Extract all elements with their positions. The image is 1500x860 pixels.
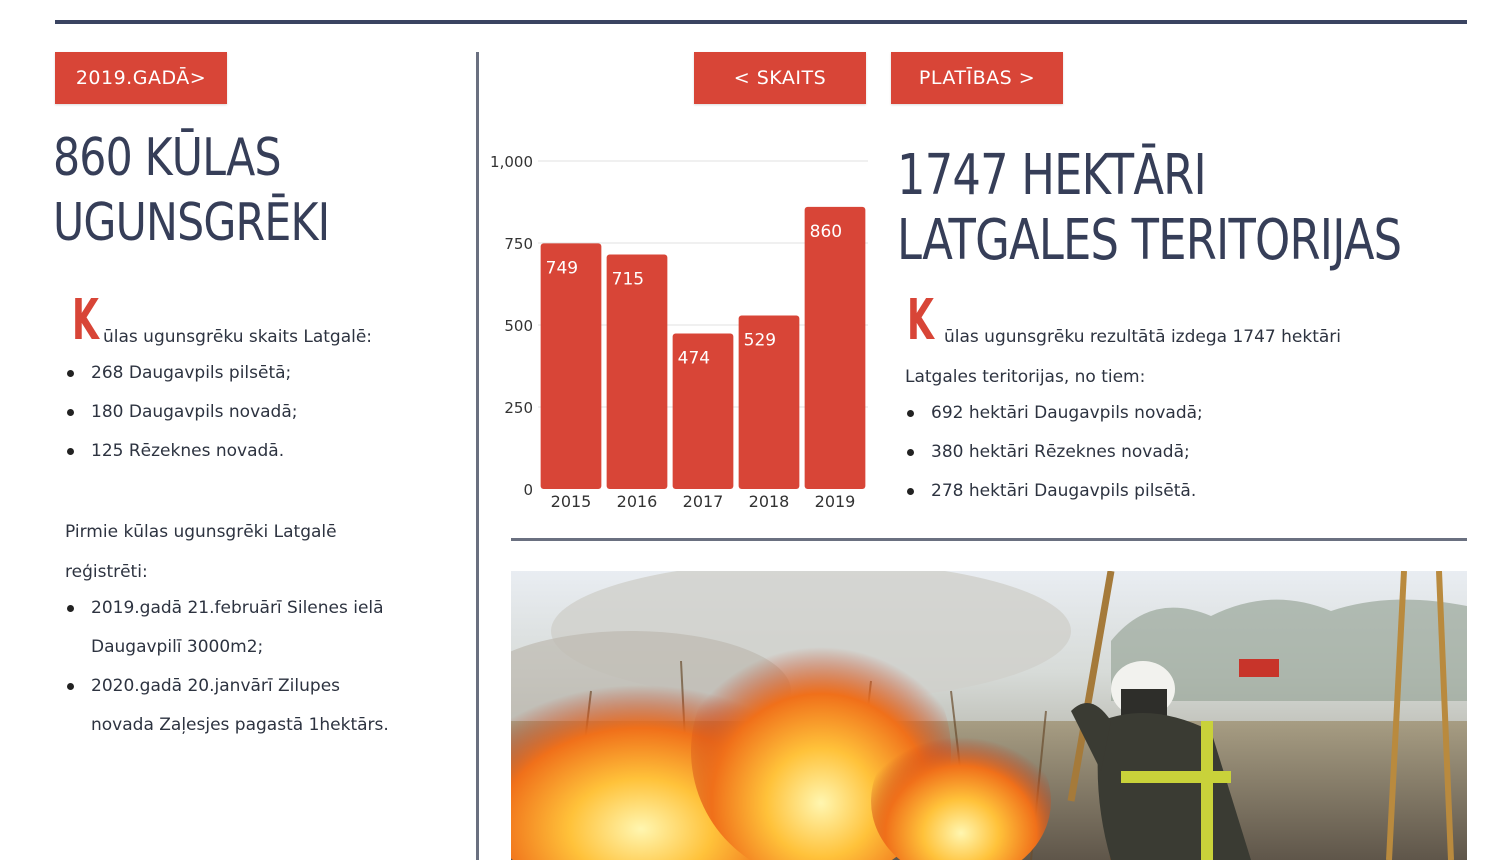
left-first-fires-paragraph (65, 512, 337, 592)
top-divider (55, 20, 1467, 24)
x-tick-label: 2016 (616, 492, 658, 511)
list-item-line: 2020.gadā 20.janvārī Zilupes (91, 676, 341, 696)
bar-value-label: 529 (743, 330, 777, 351)
x-tick-label: 2015 (550, 492, 592, 511)
bar (607, 254, 668, 489)
left-headline-line1: 860 KŪLAS (53, 128, 281, 188)
right-intro-line1: ūlas ugunsgrēku rezultātā izdega 1747 hektāri (944, 327, 1342, 347)
list-item: 125 Rēzeknes novadā. (65, 432, 298, 471)
right-dropcap: K (907, 288, 934, 353)
right-headline-line2: LATGALES TERITORIJAS (897, 208, 1402, 273)
chart-y-axis (490, 153, 533, 499)
chart-x-axis (551, 492, 856, 511)
firefighter-photo (511, 571, 1467, 860)
list-item: 380 hektāri Rēzeknes novadā; (905, 433, 1203, 472)
bar (541, 243, 602, 489)
list-item (65, 667, 389, 745)
paragraph-line: reģistrēti: (65, 562, 148, 582)
year-button[interactable]: 2019.GADĀ> (55, 52, 227, 104)
left-first-fires-list (65, 589, 389, 745)
right-area-list (905, 394, 1203, 511)
left-intro-text: ūlas ugunsgrēku skaits Latgalē: (103, 327, 373, 347)
bar (805, 207, 866, 489)
paragraph-line: Pirmie kūlas ugunsgrēki Latgalē (65, 522, 337, 542)
y-tick-label: 500 (504, 317, 533, 335)
y-tick-label: 0 (523, 481, 533, 499)
left-count-list (65, 354, 298, 471)
list-item: 692 hektāri Daugavpils novadā; (905, 394, 1203, 433)
platibas-button[interactable]: PLATĪBAS > (891, 52, 1063, 104)
fires-bar-chart (478, 140, 878, 515)
list-item: 268 Daugavpils pilsētā; (65, 354, 298, 393)
y-tick-label: 250 (504, 399, 533, 417)
left-dropcap: K (72, 288, 99, 353)
list-item: 278 hektāri Daugavpils pilsētā. (905, 472, 1203, 511)
bar-value-label: 474 (677, 348, 711, 369)
list-item: 180 Daugavpils novadā; (65, 393, 298, 432)
list-item-line: Daugavpilī 3000m2; (91, 637, 264, 657)
list-item (65, 589, 389, 667)
right-intro-line2: Latgales teritorijas, no tiem: (905, 367, 1146, 387)
bar-value-label: 715 (611, 269, 645, 290)
left-headline-line2: UGUNSGRĒKI (53, 193, 330, 253)
bar-value-label: 749 (545, 258, 579, 279)
y-tick-label: 1,000 (490, 153, 533, 171)
y-tick-label: 750 (504, 235, 533, 253)
x-tick-label: 2019 (814, 492, 856, 511)
bar-value-label: 860 (809, 221, 843, 242)
x-tick-label: 2017 (682, 492, 724, 511)
list-item-line: 2019.gadā 21.februārī Silenes ielā (91, 598, 384, 618)
section-divider (511, 538, 1467, 541)
skaits-button[interactable]: < SKAITS (694, 52, 866, 104)
list-item-line: novada Zaļesjes pagastā 1hektārs. (91, 715, 389, 735)
x-tick-label: 2018 (748, 492, 790, 511)
right-headline-line1: 1747 HEKTĀRI (897, 143, 1206, 208)
